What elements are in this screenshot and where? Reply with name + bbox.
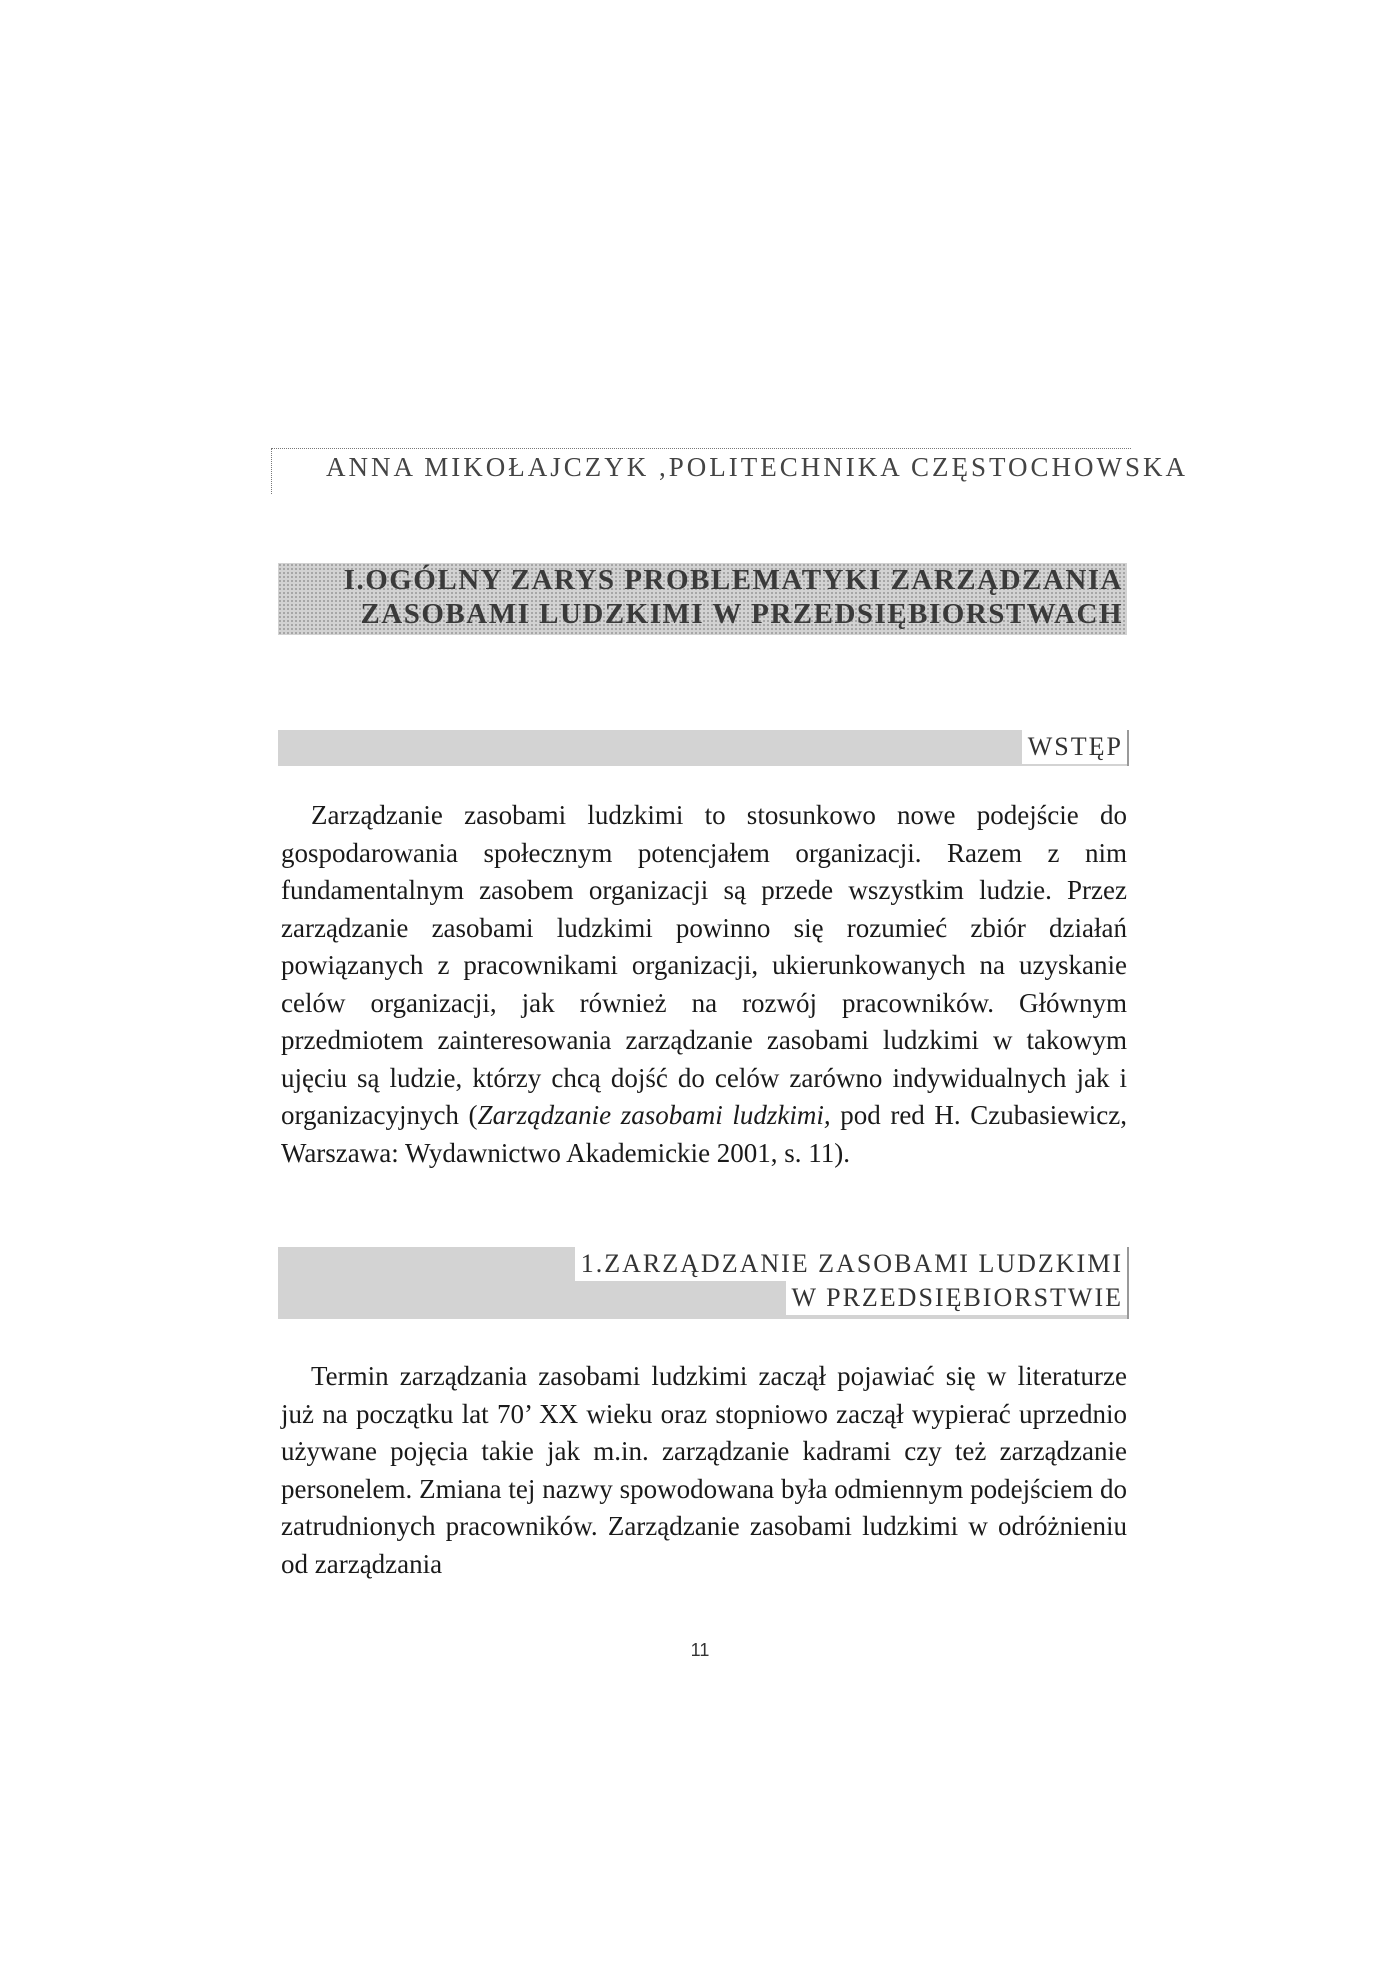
chapter-title-line-2: ZASOBAMI LUDZKIMI W PRZEDSIĘBIORSTWACH xyxy=(360,598,1123,630)
chapter-title-box xyxy=(278,563,1127,635)
chapter-title-line-1: I.OGÓLNY ZARYS PROBLEMATYKI ZARZĄDZANIA xyxy=(343,564,1123,596)
section-1-paragraph: Termin zarządzania zasobami ludzkimi zaczął pojawiać się w literaturze już na początku lat 70’ XX wieku oraz stopniowo zaczął wypierać uprzednio używane pojęcia takie jak m.in. zarządzanie kadrami czy też zarządzanie personelem. Zmiana tej nazwy spowodowana była odmiennym podejściem do zatrudnionych pracowników. Zarządzanie zasobami ludzkimi w odróżnieniu od zarządzania xyxy=(281,1361,1127,1579)
page-number: 11 xyxy=(690,1640,710,1660)
intro-paragraph-citation-title: Zarządzanie zasobami ludzkimi, xyxy=(477,1100,831,1130)
section-1-heading-line-2: W PRZEDSIĘBIORSTWIE xyxy=(786,1281,1127,1315)
intro-paragraph xyxy=(281,797,1127,1172)
section-1-heading-bar xyxy=(278,1247,1129,1319)
section-1-heading-line-1-wrap xyxy=(278,1247,1127,1281)
intro-heading-bar xyxy=(278,730,1129,766)
intro-paragraph-text: Zarządzanie zasobami ludzkimi to stosunkowo nowe podejście do gospodarowania społecznym potencjałem organizacji. Razem z nim fundamentalnym zasobem organizacji są przede wszystkim ludzie. Przez zarządzanie zasobami ludzkimi powinno się rozumieć zbiór działań powiązanych z pracownikami organizacji, ukierunkowanych na uzyskanie celów organizacji, jak również na rozwój pracowników. Głównym przedmiotem zainteresowania zarządzanie zasobami ludzkimi w takowym ujęciu są ludzie, którzy chcą dojść do celów zarówno indywidualnych jak i organizacyjnych ( xyxy=(281,800,1127,1130)
intro-heading: WSTĘP xyxy=(1022,730,1127,764)
author-affiliation: ANNA MIKOŁAJCZYK ,POLITECHNIKA CZĘSTOCHOWSKA xyxy=(326,452,1189,482)
intro-paragraph-citation-rest: pod red H. Czubasiewicz, Warszawa: Wydawnictwo Akademickie 2001, s. 11). xyxy=(281,1100,1127,1168)
author-frame-top-rule xyxy=(271,448,1131,449)
section-1-heading-line-2-wrap xyxy=(278,1281,1127,1315)
section-1-heading-line-1: 1.ZARZĄDZANIE ZASOBAMI LUDZKIMI xyxy=(575,1247,1127,1281)
author-frame-left-rule xyxy=(271,448,272,494)
